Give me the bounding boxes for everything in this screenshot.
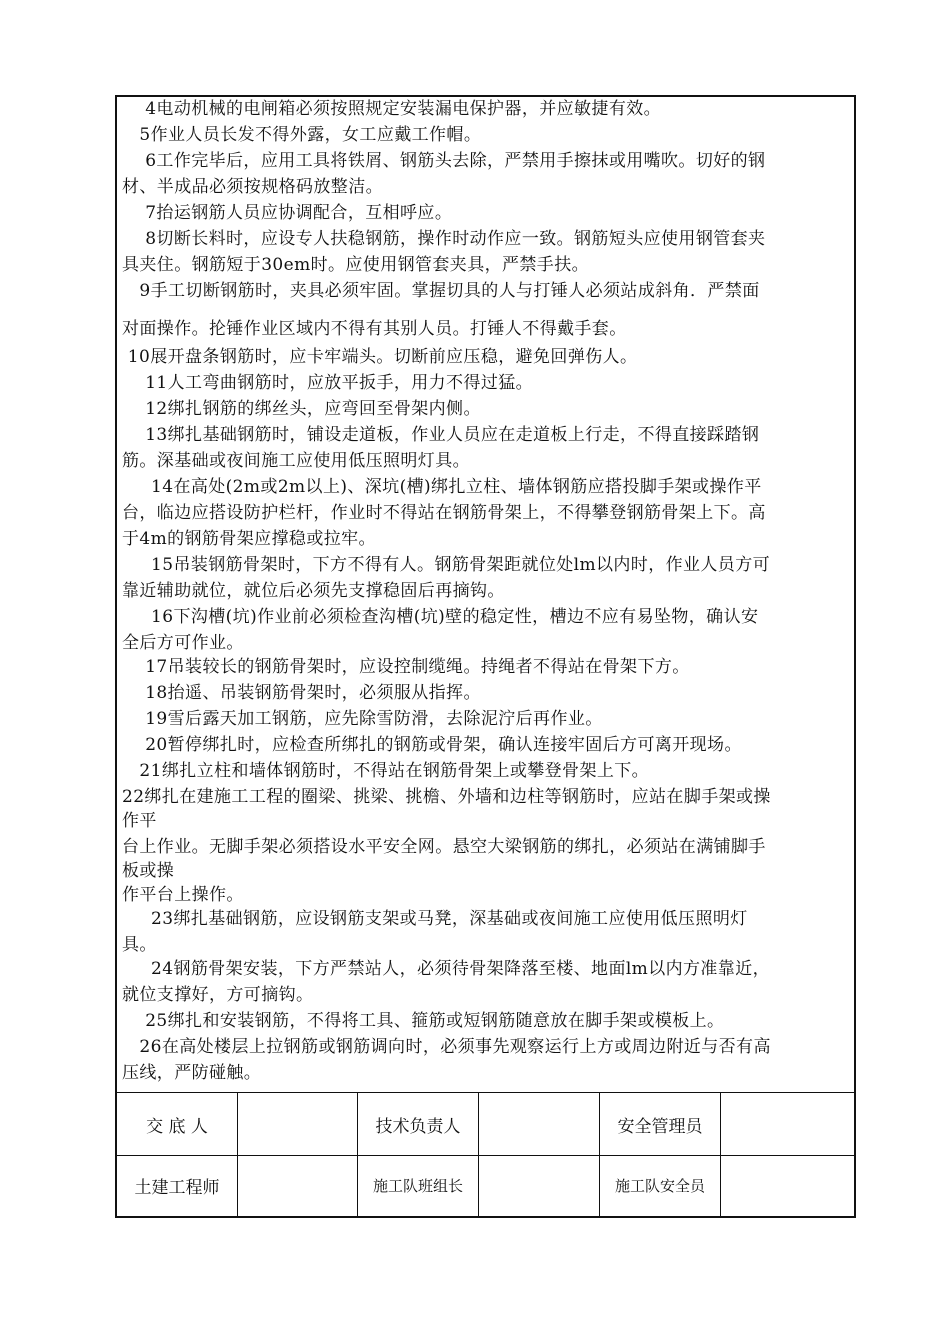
signature-row-titles <box>117 1093 854 1156</box>
instruction-line: 21绑扎立柱和墙体钢筋时，不得站在钢筋骨架上或攀登骨架上下。 <box>122 761 650 781</box>
instruction-line: 4电动机械的电闸箱必须按照规定安装漏电保护器，并应敏捷有效。 <box>122 99 662 119</box>
instruction-line: 7抬运钢筋人员应协调配合，互相呼应。 <box>122 203 453 223</box>
instruction-line: 作平 <box>122 811 157 831</box>
signature-cell-safety-manager <box>721 1093 854 1155</box>
instruction-line: 20暂停绑扎时，应检查所绑扎的钢筋或骨架，确认连接牢固后方可离开现场。 <box>122 735 742 755</box>
instruction-line: 11人工弯曲钢筋时，应放平扳手，用力不得过猛。 <box>122 373 534 393</box>
document-frame <box>115 95 856 1218</box>
instruction-line: 全后方可作业。 <box>122 633 244 653</box>
signature-cell-safety-officer <box>721 1155 854 1216</box>
instruction-line: 16下沟槽(坑)作业前必须检查沟槽(坑)壁的稳定性，槽边不应有易坠物，确认安 <box>122 607 759 627</box>
instruction-line: 台上作业。无脚手架必须搭设水平安全网。悬空大梁钢筋的绑扎，必须站在满铺脚手 <box>122 837 766 857</box>
instruction-line: 8切断长料时，应设专人扶稳钢筋，操作时动作应一致。钢筋短头应使用钢管套夹 <box>122 229 766 249</box>
signature-table <box>117 1093 854 1218</box>
instruction-line: 14在高处(2m或2m以上)、深坑(槽)绑扎立柱、墙体钢筋应搭投脚手架或操作平 <box>122 477 762 497</box>
instruction-line: 23绑扎基础钢筋，应设钢筋支架或马凳，深基础或夜间施工应使用低压照明灯 <box>122 909 748 929</box>
instruction-line: 13绑扎基础钢筋时，铺设走道板，作业人员应在走道板上行走，不得直接踩踏钢 <box>122 425 760 445</box>
instruction-line: 具。 <box>122 935 157 955</box>
instruction-line: 材、半成品必须按规格码放整洁。 <box>122 177 383 197</box>
signature-cell-team-leader <box>479 1155 600 1216</box>
safety-instructions-body <box>117 97 854 1093</box>
instruction-line: 26在高处楼层上拉钢筋或钢筋调向时，必须事先观察运行上方或周边附近与否有高 <box>122 1037 771 1057</box>
signature-role-team-leader: 施工队班组长 <box>358 1155 479 1216</box>
instruction-line: 靠近辅助就位，就位后必须先支撑稳固后再摘钩。 <box>122 581 505 601</box>
instruction-line: 9手工切断钢筋时，夹具必须牢固。掌握切具的人与打锤人必须站成斜角．严禁面 <box>122 281 760 301</box>
signature-cell-tech-lead <box>479 1093 600 1155</box>
instruction-line: 12绑扎钢筋的绑丝头，应弯回至骨架内侧。 <box>122 399 481 419</box>
signature-row-roles <box>117 1155 854 1216</box>
instruction-line: 24钢筋骨架安装，下方严禁站人，必须待骨架降落至楼、地面lm以内方准靠近， <box>122 959 771 979</box>
signature-label-briefer: 交 底 人 <box>117 1093 238 1155</box>
instruction-line: 15吊装钢筋骨架时，下方不得有人。钢筋骨架距就位处lm以内时，作业人员方可 <box>122 555 771 575</box>
signature-role-safety-officer: 施工队安全员 <box>600 1155 721 1216</box>
instruction-line: 台，临边应搭设防护栏杆，作业时不得站在钢筋骨架上，不得攀登钢筋骨架上下。高 <box>122 503 766 523</box>
instruction-line: 22绑扎在建施工工程的圈梁、挑梁、挑檐、外墙和边柱等钢筋时，应站在脚手架或操 <box>122 787 771 807</box>
instruction-line: 板或操 <box>122 861 175 881</box>
instruction-line: 具夹住。钢筋短于30em时。应使用钢管套夹具，严禁手扶。 <box>122 255 590 275</box>
signature-label-safety-manager: 安全管理员 <box>600 1093 721 1155</box>
instruction-line: 10展开盘条钢筋时，应卡牢端头。切断前应压稳，避免回弹伤人。 <box>122 347 638 367</box>
instruction-line: 17吊装较长的钢筋骨架时，应设控制缆绳。持绳者不得站在骨架下方。 <box>122 657 690 677</box>
signature-cell-civil-engineer <box>238 1155 358 1216</box>
signature-role-civil-engineer: 土建工程师 <box>117 1155 238 1216</box>
signature-cell-briefer <box>238 1093 358 1155</box>
instruction-line: 19雪后露天加工钢筋，应先除雪防滑，去除泥泞后再作业。 <box>122 709 603 729</box>
instruction-line: 作平台上操作。 <box>122 885 244 905</box>
instruction-line: 压线，严防碰触。 <box>122 1063 262 1083</box>
instruction-line: 于4m的钢筋骨架应撑稳或拉牢。 <box>122 529 376 549</box>
instruction-line: 筋。深基础或夜间施工应使用低压照明灯具。 <box>122 451 470 471</box>
instruction-line: 6工作完毕后，应用工具将铁屑、钢筋头去除，严禁用手擦抹或用嘴吹。切好的钢 <box>122 151 766 171</box>
instruction-line: 18抬遥、吊装钢筋骨架时，必须服从指挥。 <box>122 683 481 703</box>
signature-label-tech-lead: 技术负责人 <box>358 1093 479 1155</box>
instruction-line: 就位支撑好，方可摘钩。 <box>122 985 314 1005</box>
instruction-line: 5作业人员长发不得外露，女工应戴工作帽。 <box>122 125 482 145</box>
instruction-line: 对面操作。抡锤作业区域内不得有其别人员。打锤人不得戴手套。 <box>122 319 627 339</box>
instruction-line: 25绑扎和安装钢筋，不得将工具、箍筋或短钢筋随意放在脚手架或模板上。 <box>122 1011 725 1031</box>
